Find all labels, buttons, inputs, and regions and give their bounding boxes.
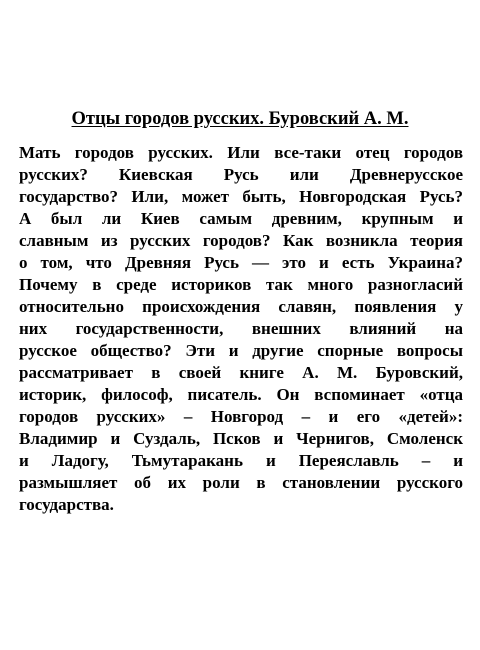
body-line: государства. <box>19 495 114 514</box>
body-line: относительно происхождения славян, появления у <box>19 297 463 316</box>
body-line: них государственности, внешних влияний на <box>19 319 463 338</box>
body-line: Владимир и Суздаль, Псков и Чернигов, Смоленск <box>19 429 463 448</box>
body-line: городов русских» – Новгород – и его «детей»: <box>19 407 463 426</box>
document-title: Отцы городов русских. Буровский А. М. <box>71 109 409 129</box>
body-line: историк, философ, писатель. Он вспоминает «отца <box>19 385 463 404</box>
body-line: А был ли Киев самым древним, крупным и <box>19 209 463 228</box>
body-line: размышляет об их роли в становлении русского <box>19 473 463 492</box>
body-line: русское общество? Эти и другие спорные вопросы <box>19 341 463 360</box>
body-line: славным из русских городов? Как возникла теория <box>19 231 463 250</box>
body-line: о том, что Древняя Русь — это и есть Украина? <box>19 253 463 272</box>
document-body <box>19 142 463 516</box>
body-line: русских? Киевская Русь или Древнерусское <box>19 165 463 184</box>
body-line: Почему в среде историков так много разногласий <box>19 275 463 294</box>
body-line: рассматривает в своей книге А. М. Буровский, <box>19 363 463 382</box>
body-line: государство? Или, может быть, Новгородская Русь? <box>19 187 463 206</box>
body-line: и Ладогу, Тьмутаракань и Переяславль – и <box>19 451 463 470</box>
body-line: Мать городов русских. Или все-таки отец городов <box>19 143 463 162</box>
